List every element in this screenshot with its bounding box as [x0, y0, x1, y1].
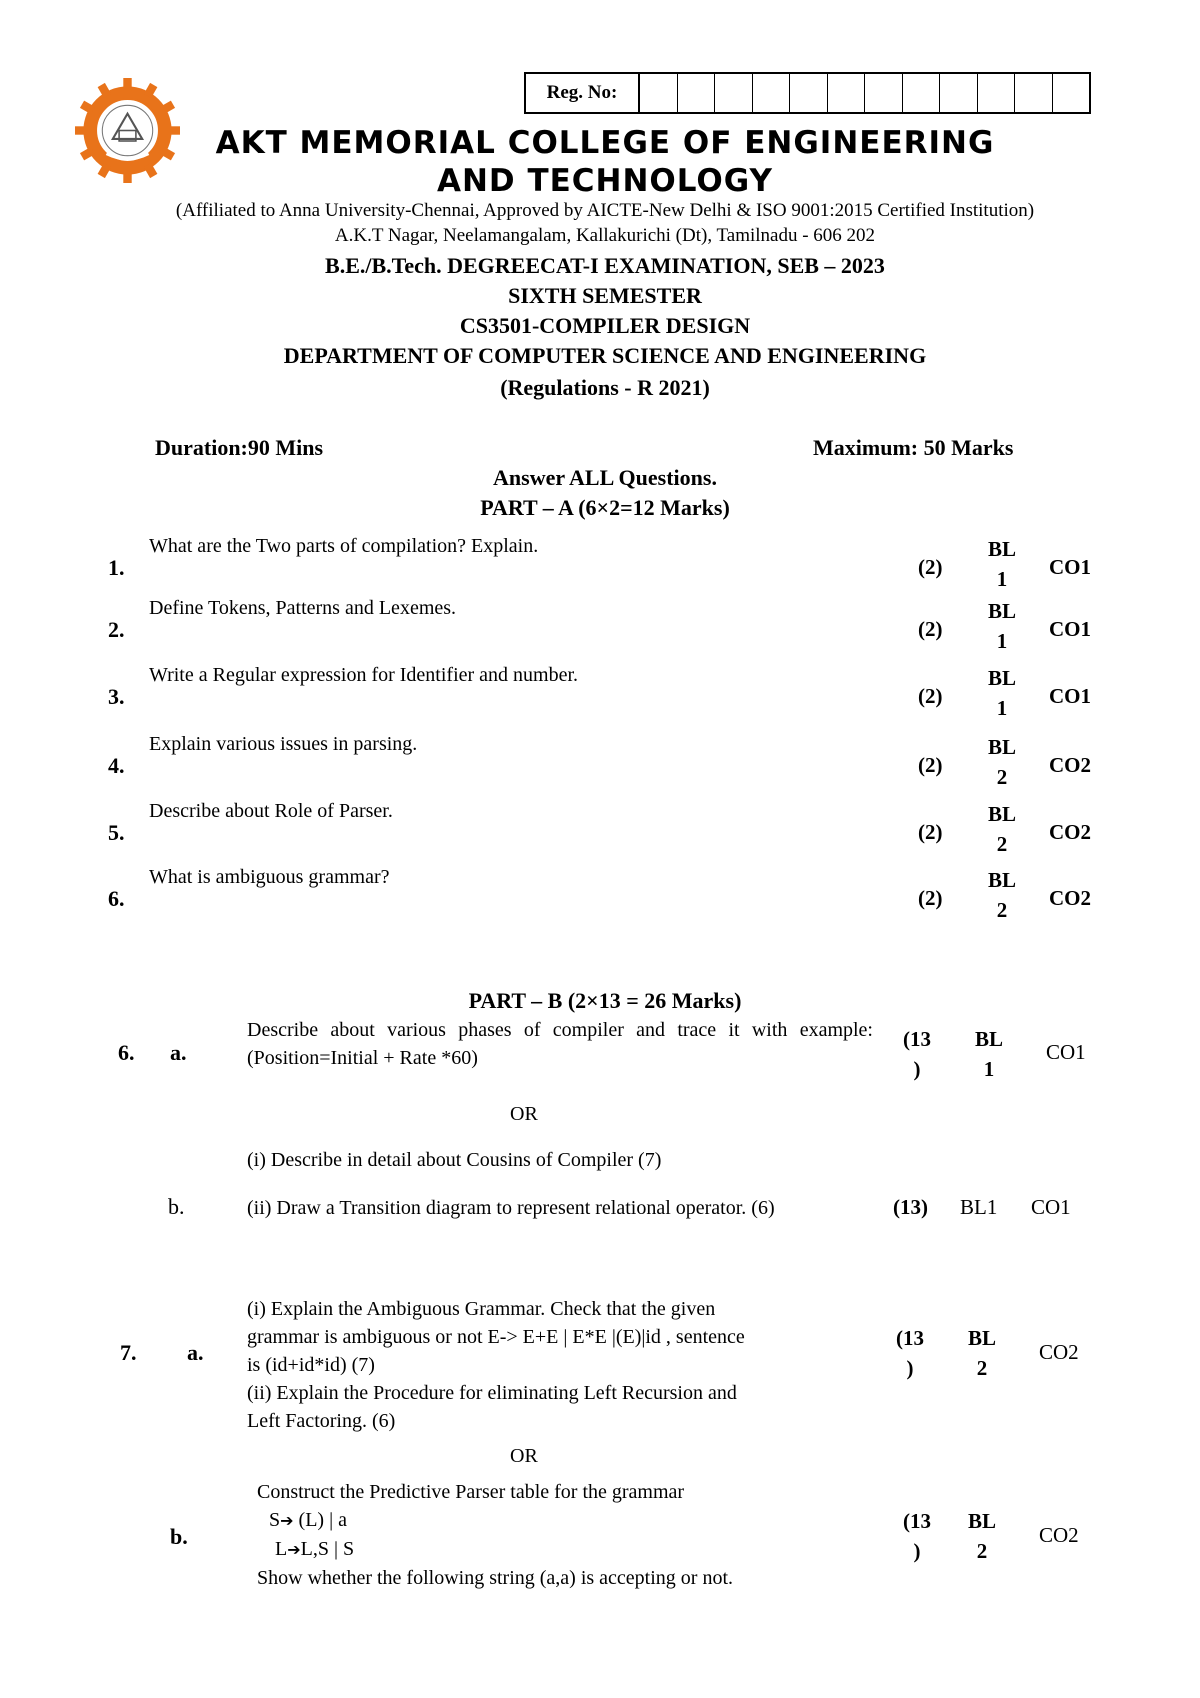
part-b-title: PART – B (2×13 = 26 Marks)	[468, 988, 742, 1013]
part-a-question	[0, 535, 1200, 597]
question-number: 7.	[120, 1340, 137, 1365]
duration: Duration:90 Mins	[155, 435, 324, 460]
question-label: a.	[187, 1340, 204, 1365]
or-separator: OR	[510, 1445, 538, 1467]
regulations: (Regulations - R 2021)	[500, 375, 710, 400]
reg-digit-cell[interactable]	[790, 74, 828, 112]
reg-digit-cell[interactable]	[640, 74, 678, 112]
question-text: What is ambiguous grammar?	[149, 866, 390, 888]
question-marks: (2)	[918, 886, 943, 910]
course-outcome: CO1	[1049, 684, 1091, 708]
question-marks: (13 )	[903, 1027, 931, 1081]
exam-title: B.E./B.Tech. DEGREECAT-I EXAMINATION, SEB – 2023	[325, 253, 885, 278]
course-outcome: CO2	[1039, 1523, 1079, 1547]
reg-digit-cell[interactable]	[753, 74, 791, 112]
course-outcome: CO1	[1046, 1040, 1086, 1064]
reg-digit-cell[interactable]	[865, 74, 903, 112]
question-number: 6.	[108, 886, 125, 911]
question-number: 3.	[108, 684, 125, 709]
blooms-level: BL 2	[987, 735, 1016, 789]
question-text: Construct the Predictive Parser table for the grammar S➔ (L) | a L➔L,S | S Show whether the following string (a,a) is accepting or not.	[257, 1481, 733, 1589]
reg-digit-cell[interactable]	[978, 74, 1016, 112]
question-text: Describe about various phases of compiler and trace it with example: (Position=Initial + Rate *60)	[247, 1019, 873, 1069]
question-text: Explain various issues in parsing.	[149, 733, 418, 755]
blooms-level: BL 1	[974, 1027, 1003, 1081]
blooms-level: BL 1	[987, 666, 1016, 720]
question-text: Define Tokens, Patterns and Lexemes.	[149, 597, 457, 619]
question-number: 2.	[108, 617, 125, 642]
question-text: (ii) Draw a Transition diagram to represent relational operator. (6)	[247, 1197, 775, 1219]
course-outcome: CO1	[1049, 555, 1091, 579]
reg-digit-cell[interactable]	[1053, 74, 1090, 112]
part-a-question	[0, 597, 1200, 659]
question-marks: (13 )	[896, 1326, 924, 1380]
right-arrow-icon: ➔	[280, 1511, 294, 1530]
question-number: 1.	[108, 555, 125, 580]
question-marks: (2)	[918, 820, 943, 844]
part-a-question	[0, 733, 1200, 795]
college-logo	[75, 78, 180, 183]
reg-digit-cell[interactable]	[903, 74, 941, 112]
question-marks: (2)	[918, 555, 943, 579]
blooms-level: BL1	[960, 1195, 998, 1219]
question-number: 5.	[108, 820, 125, 845]
reg-digit-cell[interactable]	[678, 74, 716, 112]
right-arrow-icon: ➔	[287, 1540, 301, 1559]
part-a-question	[0, 664, 1200, 726]
course-outcome: CO2	[1049, 753, 1091, 777]
course-outcome: CO2	[1039, 1340, 1079, 1364]
question-marks: (13)	[893, 1195, 928, 1219]
question-text: Write a Regular expression for Identifier and number.	[149, 664, 579, 686]
question-label: b.	[168, 1194, 185, 1219]
course-outcome: CO2	[1049, 886, 1091, 910]
maximum-marks: Maximum: 50 Marks	[813, 435, 1014, 460]
question-text: What are the Two parts of compilation? Explain.	[149, 535, 539, 557]
question-text: (i) Explain the Ambiguous Grammar. Check that the given grammar is ambiguous or not E-> E+E | E*E |(E)|id , sentence is (id+id*id) (7) (ii) Explain the Procedure for eliminating Left Recursion and Left Factoring. (6)	[247, 1298, 745, 1432]
affiliation-text: (Affiliated to Anna University-Chennai, Approved by AICTE-New Delhi & ISO 9001:2015 Certified Institution)	[175, 200, 1035, 221]
course-outcome: CO1	[1031, 1195, 1071, 1219]
question-marks: (13 )	[903, 1509, 931, 1563]
college-address: A.K.T Nagar, Neelamangalam, Kallakurichi (Dt), Tamilnadu - 606 202	[334, 225, 876, 246]
part-a-title: PART – A (6×2=12 Marks)	[480, 495, 730, 520]
question-number: 4.	[108, 753, 125, 778]
question-text: (i) Describe in detail about Cousins of Compiler (7)	[247, 1149, 662, 1171]
course-title: CS3501-COMPILER DESIGN	[459, 313, 751, 338]
reg-digit-cell[interactable]	[940, 74, 978, 112]
part-a-question	[0, 800, 1200, 862]
blooms-level: BL 2	[967, 1326, 996, 1380]
reg-number-box	[524, 72, 1091, 114]
blooms-level: BL 2	[987, 868, 1016, 922]
college-name: AKT MEMORIAL COLLEGE OF ENGINEERING AND TECHNOLOGY	[215, 125, 995, 199]
reg-digit-cell[interactable]	[1015, 74, 1053, 112]
part-a-question	[0, 866, 1200, 928]
course-outcome: CO1	[1049, 617, 1091, 641]
question-number: 6.	[118, 1040, 135, 1065]
course-outcome: CO2	[1049, 820, 1091, 844]
reg-digit-cell[interactable]	[715, 74, 753, 112]
question-label: b.	[170, 1524, 188, 1549]
department: DEPARTMENT OF COMPUTER SCIENCE AND ENGINEERING	[283, 343, 927, 368]
question-text: Describe about Role of Parser.	[149, 800, 393, 822]
semester: SIXTH SEMESTER	[508, 283, 702, 308]
reg-digit-cell[interactable]	[828, 74, 866, 112]
question-marks: (2)	[918, 617, 943, 641]
reg-number-label: Reg. No:	[526, 74, 640, 112]
blooms-level: BL 2	[967, 1509, 996, 1563]
blooms-level: BL 1	[987, 599, 1016, 653]
question-marks: (2)	[918, 753, 943, 777]
question-marks: (2)	[918, 684, 943, 708]
or-separator: OR	[510, 1103, 538, 1125]
blooms-level: BL 2	[987, 802, 1016, 856]
blooms-level: BL 1	[987, 537, 1016, 591]
instruction: Answer ALL Questions.	[493, 465, 717, 490]
question-label: a.	[170, 1040, 187, 1065]
